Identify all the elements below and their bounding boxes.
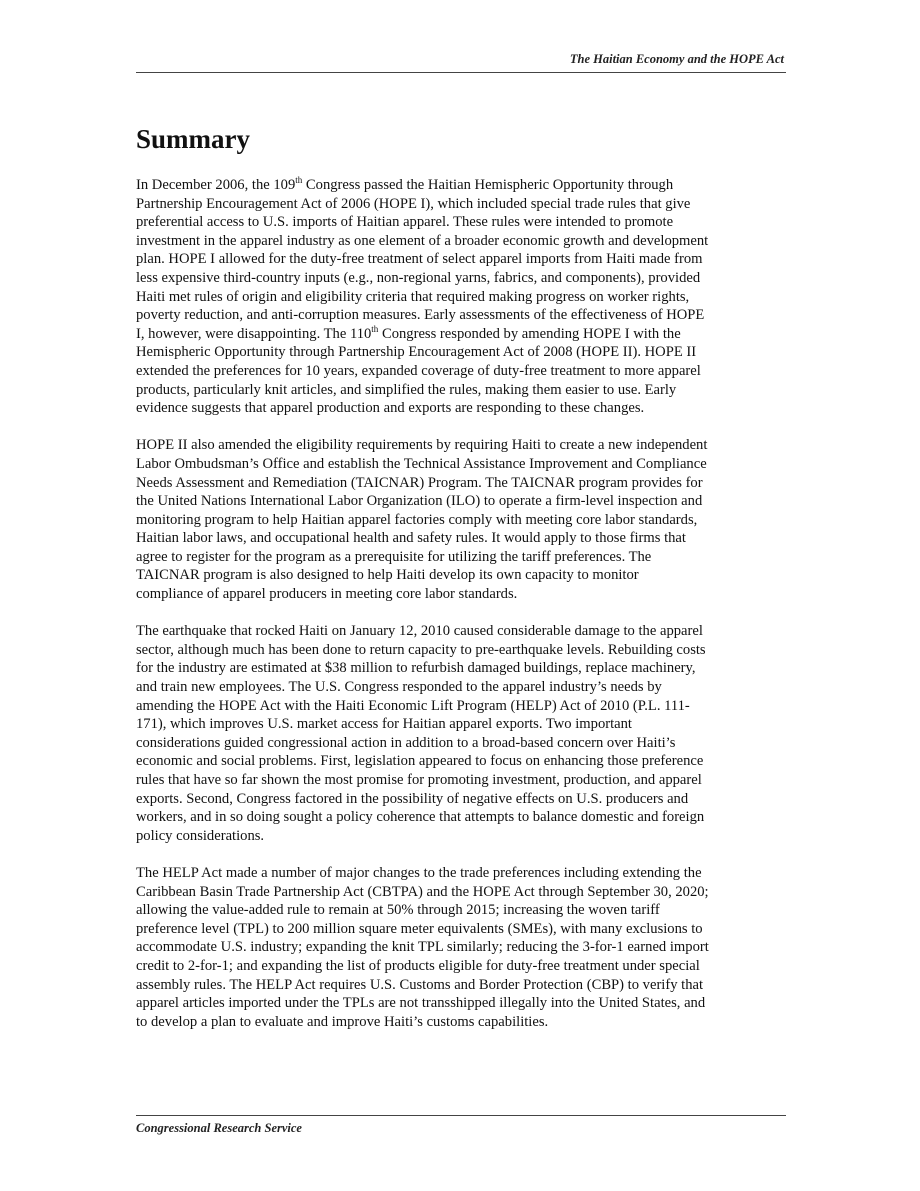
page-title: Summary <box>136 124 250 154</box>
text-line: apparel articles imported under the TPLs are not transshipped illegally into the United States, and <box>136 995 706 1012</box>
text-line: Haiti met rules of origin and eligibility criteria that required making progress on worker rights, <box>136 288 690 305</box>
text-line <box>136 176 788 195</box>
superscript: th <box>371 323 379 334</box>
text-run: Congress passed the Haitian Hemispheric Opportunity through <box>302 177 674 193</box>
text-line: Caribbean Basin Trade Partnership Act (CBTPA) and the HOPE Act through September 30, 2020; <box>136 883 709 900</box>
text-line: rules that have so far shown the most promise for promoting investment, production, and apparel <box>136 772 702 788</box>
text-line: plan. HOPE I allowed for the duty-free treatment of select apparel imports from Haiti made from <box>136 251 703 268</box>
text-line: investment in the apparel industry as one element of a broader economic growth and development <box>136 232 709 249</box>
text-line: sector, although much has been done to return capacity to pre-earthquake levels. Rebuilding costs <box>136 641 706 658</box>
summary-body <box>136 176 788 1050</box>
footer-rule <box>136 1115 786 1116</box>
running-header: The Haitian Economy and the HOPE Act <box>569 52 784 66</box>
text-line: The HELP Act made a number of major changes to the trade preferences including extending the <box>136 864 702 881</box>
text-line: HOPE II also amended the eligibility requirements by requiring Haiti to create a new independent <box>136 437 708 454</box>
text-line: extended the preferences for 10 years, expanded coverage of duty-free treatment to more apparel <box>136 362 701 379</box>
paragraph-4 <box>136 864 788 1031</box>
text-line: poverty reduction, and anti-corruption measures. Early assessments of the effectiveness of HOPE <box>136 307 705 324</box>
paragraph-2 <box>136 436 788 603</box>
text-line: TAICNAR program is also designed to help Haiti develop its own capacity to monitor <box>136 567 639 584</box>
text-line: compliance of apparel producers in meeting core labor standards. <box>136 586 518 603</box>
text-line: exports. Second, Congress factored in the possibility of negative effects on U.S. producers and <box>136 790 689 807</box>
text-line: credit to 2-for-1; and expanding the list of products eligible for duty-free treatment under special <box>136 957 700 974</box>
text-line: the United Nations International Labor Organization (ILO) to operate a firm-level inspection and <box>136 493 703 510</box>
text-line: Needs Assessment and Remediation (TAICNAR) Program. The TAICNAR program provides for <box>136 474 703 491</box>
paragraph-1 <box>136 176 788 418</box>
text-line: amending the HOPE Act with the Haiti Economic Lift Program (HELP) Act of 2010 (P.L. 111- <box>136 697 690 714</box>
text-run: I, however, were disappointing. The 110 <box>136 325 372 342</box>
text-line: Haitian labor laws, and occupational health and safety rules. It would apply to those firms that <box>136 530 686 547</box>
text-line: evidence suggests that apparel production and exports are responding to these changes. <box>136 400 645 417</box>
text-line: less expensive third-country inputs (e.g., non-regional yarns, fabrics, and components), provided <box>136 269 701 286</box>
text-line: accommodate U.S. industry; expanding the knit TPL similarly; reducing the 3-for-1 earned import <box>136 939 709 956</box>
text-line: products, particularly knit articles, and simplified the rules, making them easier to use. Early <box>136 381 677 398</box>
text-line: assembly rules. The HELP Act requires U.S. Customs and Border Protection (CBP) to verify that <box>136 976 704 993</box>
text-line: allowing the value-added rule to remain at 50% through 2015; increasing the woven tariff <box>136 902 660 919</box>
text-line: The earthquake that rocked Haiti on January 12, 2010 caused considerable damage to the apparel <box>136 623 703 640</box>
text-run: Congress responded by amending HOPE I with the <box>378 325 681 342</box>
text-line: to develop a plan to evaluate and improve Haiti’s customs capabilities. <box>136 1013 549 1030</box>
text-line: 171), which improves U.S. market access for Haitian apparel exports. Two important <box>136 716 632 733</box>
text-line: monitoring program to help Haitian apparel factories comply with meeting core labor standards, <box>136 511 698 528</box>
paragraph-3 <box>136 622 788 845</box>
text-run: In December 2006, the 109 <box>136 177 296 193</box>
text-line: Partnership Encouragement Act of 2006 (HOPE I), which included special trade rules that give <box>136 195 691 212</box>
text-line: for the industry are estimated at $38 million to refurbish damaged buildings, replace machinery, <box>136 660 696 677</box>
text-line: Labor Ombudsman’s Office and establish the Technical Assistance Improvement and Compliance <box>136 455 707 472</box>
text-line: Hemispheric Opportunity through Partnership Encouragement Act of 2008 (HOPE II). HOPE II <box>136 344 697 361</box>
text-line: workers, and in so doing sought a policy coherence that attempts to balance domestic and foreign <box>136 809 705 826</box>
header-rule <box>136 72 786 73</box>
text-line: and train new employees. The U.S. Congress responded to the apparel industry’s needs by <box>136 679 662 696</box>
text-line: agree to register for the program as a prerequisite for utilizing the tariff preferences. The <box>136 548 652 565</box>
text-line: considerations guided congressional action in addition to a broad-based concern over Haiti’s <box>136 734 676 751</box>
text-line <box>136 325 788 344</box>
text-line: preferential access to U.S. imports of Haitian apparel. These rules were intended to promote <box>136 214 674 231</box>
text-line: economic and social problems. First, legislation appeared to focus on enhancing those preference <box>136 753 704 770</box>
running-footer: Congressional Research Service <box>136 1121 302 1135</box>
text-line: preference level (TPL) to 200 million square meter equivalents (SMEs), with many exclusions to <box>136 920 703 937</box>
text-line: policy considerations. <box>136 827 265 844</box>
superscript: th <box>295 175 303 186</box>
